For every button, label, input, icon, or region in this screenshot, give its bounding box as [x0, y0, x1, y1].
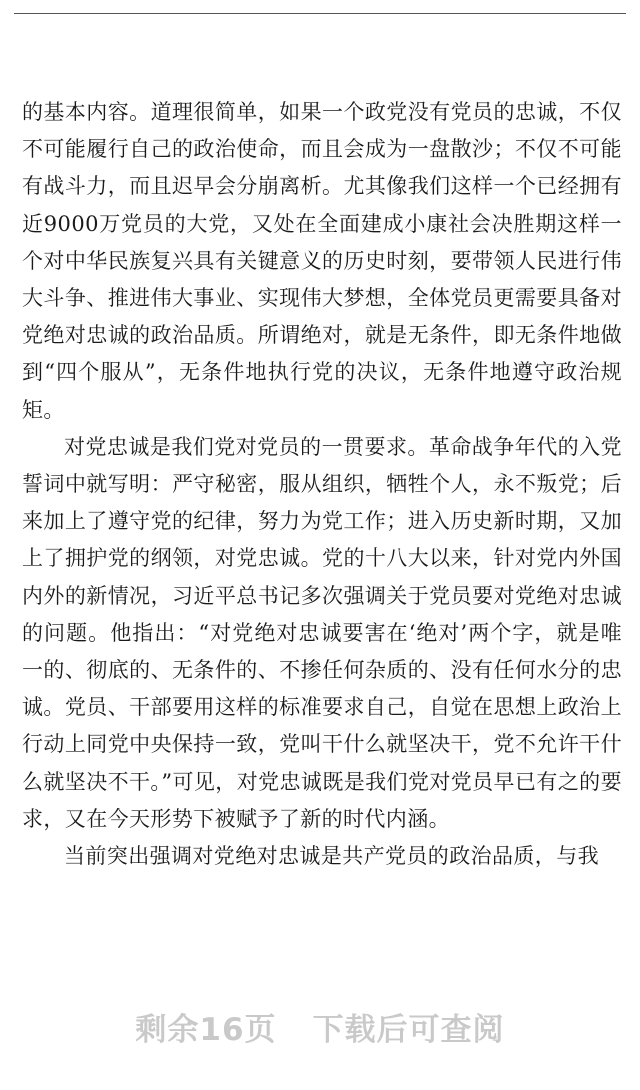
paragraph-current-emphasis: 当前突出强调对党绝对忠诚是共产党员的政治品质，与我: [64, 844, 599, 869]
document-body: [22, 94, 622, 875]
paragraph-continued: 的基本内容。道理很简单，如果一个政党没有党员的忠诚，不仅不可能履行自己的政治使命，而且会成为一盘散沙；不仅不可能有战斗力，而且迟早会分崩离析。尤其像我们这样一个已经拥有近9000万党员的大党，又处在全面建成小康社会决胜期这样一个对中华民族复兴具有关键意义的历史时刻，要带领人民进行伟大斗争、推进伟大事业、实现伟大梦想，全体党员更需要具备对党绝对忠诚的政治品质。所谓绝对，就是无条件，即无条件地做到“四个服从”，无条件地执行党的决议，无条件地遵守政治规矩。: [22, 100, 622, 422]
paragraph-loyalty-requirement: 对党忠诚是我们党对党员的一贯要求。革命战争年代的入党誓词中就写明：严守秘密，服从组织，牺牲个人，永不叛党；后来加上了遵守党的纪律，努力为党工作；进入历史新时期，又加上了拥护党的纲领，对党忠诚。党的十八大以来，针对党内外国内外的新情况，习近平总书记多次强调关于党员要对党绝对忠诚的问题。他指出：“对党绝对忠诚要害在‘绝对’两个字，就是唯一的、彻底的、无条件的、不掺任何杂质的、没有任何水分的忠诚。党员、干部要用这样的标准要求自己，自觉在思想上政治上行动上同党中央保持一致，党叫干什么就坚决干，党不允许干什么就坚决不干。”可见，对党忠诚既是我们党对党员早已有之的要求，又在今天形势下被赋予了新的时代内涵。: [22, 434, 622, 831]
header-rule: [14, 13, 626, 14]
download-banner[interactable]: [0, 1004, 640, 1049]
remaining-pages-label: 剩余16页: [135, 1012, 277, 1048]
download-prompt-label[interactable]: 下载后可查阅: [312, 1012, 505, 1048]
